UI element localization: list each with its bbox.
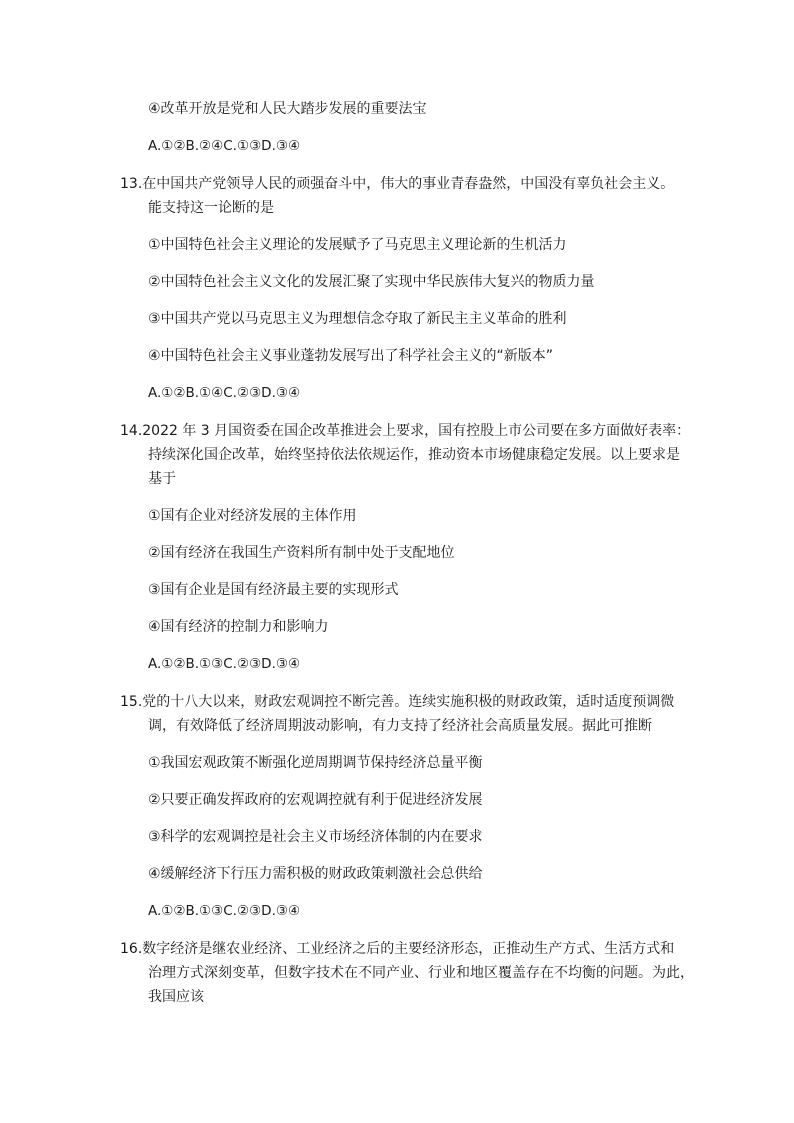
q16-stem-line-1: 16.数字经济是继农业经济、工业经济之后的主要经济形态，正推动生产方式、生活方式和 — [120, 941, 675, 957]
q12-option-4: ④改革开放是党和人民大踏步发展的重要法宝 — [148, 101, 427, 117]
q13-option-2: ②中国特色社会主义文化的发展汇聚了实现中华民族伟大复兴的物质力量 — [148, 274, 595, 290]
q15-stem-line-2: 调，有效降低了经济周期波动影响，有力支持了经济社会高质量发展。据此可推断 — [148, 718, 652, 734]
q15-answer-choices: A.①②B.①③C.②③D.③④ — [148, 903, 301, 919]
q12-answer-choices: A.①②B.②④C.①③D.③④ — [148, 138, 301, 154]
q13-option-1: ①中国特色社会主义理论的发展赋予了马克思主义理论新的生机活力 — [148, 237, 567, 253]
q13-stem-line-1: 13.在中国共产党领导人民的顽强奋斗中，伟大的事业青春盎然，中国没有辜负社会主义。 — [120, 176, 675, 192]
q14-stem-line-1: 14.2022 年 3 月国资委在国企改革推进会上要求，国有控股上市公司要在多方面做好表率： — [120, 423, 691, 439]
q14-stem-line-3: 基于 — [148, 471, 176, 487]
q16-stem-line-2: 治理方式深刻变革，但数字技术在不同产业、行业和地区覆盖存在不均衡的问题。为此， — [148, 965, 694, 981]
q14-option-1: ①国有企业对经济发展的主体作用 — [148, 508, 357, 524]
q13-answer-choices: A.①②B.①④C.②③D.③④ — [148, 385, 301, 401]
q13-stem-line-2: 能支持这一论断的是 — [148, 200, 274, 216]
q14-option-4: ④国有经济的控制力和影响力 — [148, 619, 329, 635]
q13-option-4: ④中国特色社会主义事业蓬勃发展写出了科学社会主义的“新版本” — [148, 348, 554, 364]
q15-stem-line-1: 15.党的十八大以来，财政宏观调控不断完善。连续实施积极的财政政策，适时适度预调微 — [120, 694, 675, 710]
q14-option-2: ②国有经济在我国生产资料所有制中处于支配地位 — [148, 545, 455, 561]
q14-stem-line-2: 持续深化国企改革，始终坚持依法依规运作，推动资本市场健康稳定发展。以上要求是 — [148, 447, 680, 463]
q14-option-3: ③国有企业是国有经济最主要的实现形式 — [148, 582, 399, 598]
q15-option-2: ②只要正确发挥政府的宏观调控就有利于促进经济发展 — [148, 792, 483, 808]
q13-option-3: ③中国共产党以马克思主义为理想信念夺取了新民主主义革命的胜利 — [148, 311, 567, 327]
q15-option-1: ①我国宏观政策不断强化逆周期调节保持经济总量平衡 — [148, 755, 483, 771]
q14-answer-choices: A.①②B.①③C.②③D.③④ — [148, 656, 301, 672]
q15-option-3: ③科学的宏观调控是社会主义市场经济体制的内在要求 — [148, 829, 483, 845]
q16-stem-line-3: 我国应该 — [148, 989, 204, 1005]
q15-option-4: ④缓解经济下行压力需积极的财政政策刺激社会总供给 — [148, 866, 483, 882]
